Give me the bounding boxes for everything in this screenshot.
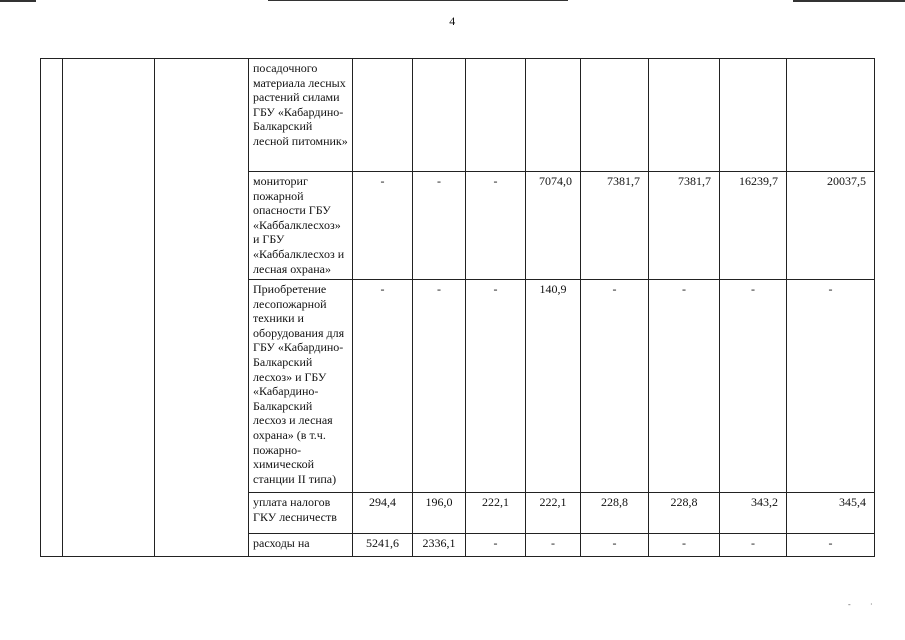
value-cell: 222,1 bbox=[466, 493, 526, 534]
value-cell: 140,9 bbox=[526, 280, 581, 493]
value-cell: - bbox=[413, 280, 466, 493]
value-cell: - bbox=[353, 172, 413, 280]
value-cell: - bbox=[353, 280, 413, 493]
value-cell: - bbox=[413, 172, 466, 280]
row-description: расходы на bbox=[249, 534, 353, 557]
value-cell: - bbox=[466, 172, 526, 280]
value-cell: 7381,7 bbox=[649, 172, 720, 280]
value-cell: - bbox=[526, 534, 581, 557]
value-cell: 228,8 bbox=[649, 493, 720, 534]
value-cell bbox=[413, 59, 466, 172]
merged-cell-col3 bbox=[155, 59, 249, 557]
value-cell bbox=[526, 59, 581, 172]
value-cell bbox=[466, 59, 526, 172]
value-cell: 345,4 bbox=[787, 493, 875, 534]
value-cell: - bbox=[720, 534, 787, 557]
table-row bbox=[41, 59, 875, 172]
row-description: уплата налогов ГКУ лесничеств bbox=[249, 493, 353, 534]
value-cell: 7381,7 bbox=[581, 172, 649, 280]
value-cell bbox=[649, 59, 720, 172]
scan-speck: - bbox=[848, 600, 851, 609]
value-cell: - bbox=[466, 534, 526, 557]
top-edge-line-center bbox=[268, 0, 568, 1]
value-cell: 7074,0 bbox=[526, 172, 581, 280]
value-cell: 5241,6 bbox=[353, 534, 413, 557]
value-cell bbox=[353, 59, 413, 172]
value-cell: 196,0 bbox=[413, 493, 466, 534]
value-cell: 343,2 bbox=[720, 493, 787, 534]
value-cell bbox=[581, 59, 649, 172]
top-edge-line-right bbox=[793, 0, 905, 2]
value-cell: - bbox=[720, 280, 787, 493]
value-cell: 294,4 bbox=[353, 493, 413, 534]
budget-table bbox=[40, 58, 875, 557]
value-cell bbox=[787, 59, 875, 172]
value-cell: 2336,1 bbox=[413, 534, 466, 557]
value-cell: - bbox=[649, 280, 720, 493]
value-cell: - bbox=[581, 534, 649, 557]
row-description: Приобретение лесопожарной техники и оборудования для ГБУ «Кабардино-Балкарский лесхоз» и ГБУ «Кабардино-Балкарский лесхоз и лесная охрана» (в т.ч. пожарно-химической станции II типа) bbox=[249, 280, 353, 493]
merged-cell-col2 bbox=[63, 59, 155, 557]
row-description: посадочного материала лесных растений силами ГБУ «Кабардино-Балкарский лесной питомник» bbox=[249, 59, 353, 172]
value-cell: - bbox=[787, 280, 875, 493]
row-description: мониториг пожарной опасности ГБУ «Каббалклесхоз» и ГБУ «Каббалклесхоз и лесная охрана» bbox=[249, 172, 353, 280]
top-edge-line-left bbox=[0, 0, 36, 2]
value-cell: 20037,5 bbox=[787, 172, 875, 280]
value-cell: - bbox=[649, 534, 720, 557]
value-cell: - bbox=[466, 280, 526, 493]
scan-speck: · bbox=[870, 600, 873, 609]
page-number: 4 bbox=[449, 14, 456, 28]
value-cell: 222,1 bbox=[526, 493, 581, 534]
value-cell: 228,8 bbox=[581, 493, 649, 534]
value-cell: 16239,7 bbox=[720, 172, 787, 280]
value-cell: - bbox=[787, 534, 875, 557]
value-cell: - bbox=[581, 280, 649, 493]
merged-cell-col1 bbox=[41, 59, 63, 557]
value-cell bbox=[720, 59, 787, 172]
